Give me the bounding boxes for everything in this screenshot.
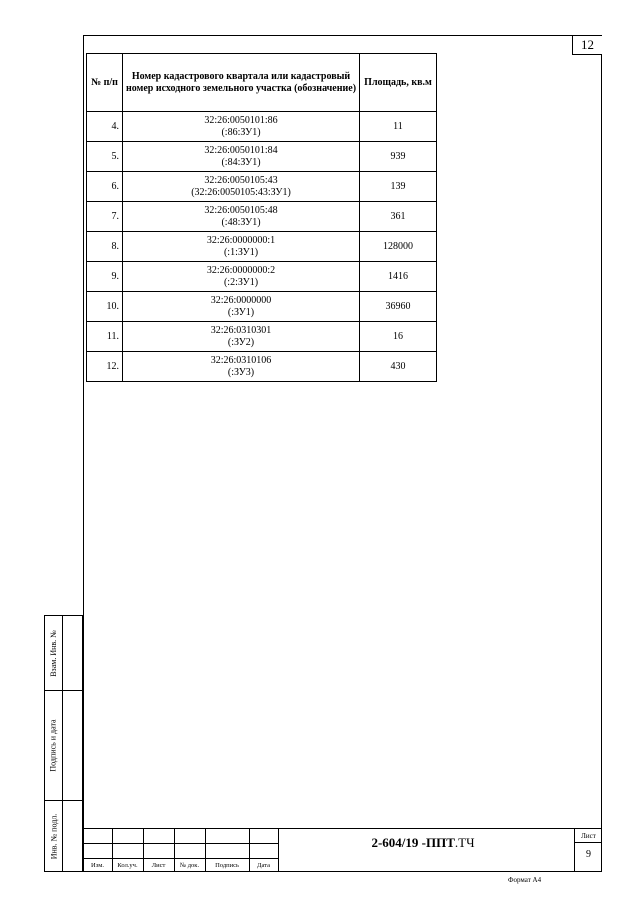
parcel-designation: (:1:ЗУ1): [223, 246, 259, 258]
stamp-cell-vzam: [45, 616, 62, 690]
col-label-podpis: Подпись: [215, 862, 239, 869]
document-code: [278, 835, 568, 851]
row-area: 11: [360, 112, 437, 142]
table-row: [87, 172, 437, 202]
parcel-designation: (32:26:0050105:43:ЗУ1): [191, 186, 291, 198]
side-stamp: [44, 615, 83, 872]
header-area: Площадь, кв.м: [360, 54, 437, 112]
title-block: [83, 828, 602, 872]
row-num: 8.: [87, 232, 123, 262]
row-area: 139: [360, 172, 437, 202]
table-row: [87, 202, 437, 232]
col-label-list: Лист: [151, 862, 166, 869]
cadastral-number: 32:26:0050101:84: [204, 145, 278, 156]
row-cadastral: [123, 352, 360, 382]
title-block-divider: [574, 842, 602, 843]
title-block-divider: [83, 858, 278, 859]
col-label-kol-uch: Кол.уч.: [117, 862, 138, 869]
row-num: 4.: [87, 112, 123, 142]
table-row: [87, 262, 437, 292]
row-num: 9.: [87, 262, 123, 292]
stamp-label-inv: Инв. № подл.: [49, 813, 58, 860]
col-label-data: Дата: [257, 862, 270, 869]
table-body: [87, 112, 437, 382]
row-cadastral: [123, 322, 360, 352]
sheet-number: 9: [586, 849, 591, 860]
parcel-designation: (:84:ЗУ1): [221, 156, 261, 168]
row-area: 128000: [360, 232, 437, 262]
parcel-designation: (:86:ЗУ1): [221, 126, 261, 138]
parcel-designation: (:ЗУ1): [227, 306, 255, 318]
cadastral-number: 32:26:0050105:43: [204, 175, 278, 186]
parcel-designation: (:2:ЗУ1): [223, 276, 259, 288]
format-label: Формат А4: [508, 876, 542, 884]
row-area: 430: [360, 352, 437, 382]
col-label-doc: № док.: [179, 862, 200, 869]
row-area: 16: [360, 322, 437, 352]
stamp-cell-inv: [45, 800, 62, 873]
title-block-divider: [83, 843, 278, 844]
row-cadastral: [123, 172, 360, 202]
row-cadastral: [123, 112, 360, 142]
cadastral-number: 32:26:0050105:48: [204, 205, 278, 216]
table-header-row: [87, 54, 437, 112]
stamp-label-vzam: Взам. Инв. №: [49, 629, 59, 677]
row-cadastral: [123, 232, 360, 262]
header-cadastral: Номер кадастрового квартала или кадастровый номер исходного земельного участка (обозначение): [123, 54, 360, 112]
row-num: 12.: [87, 352, 123, 382]
table-row: [87, 142, 437, 172]
row-cadastral: [123, 142, 360, 172]
stamp-label-podpis: Подпись и дата: [49, 718, 58, 772]
row-cadastral: [123, 202, 360, 232]
row-num: 7.: [87, 202, 123, 232]
cadastral-number: 32:26:0000000:2: [206, 265, 276, 276]
cadastral-number: 32:26:0000000:1: [206, 235, 276, 246]
row-num: 6.: [87, 172, 123, 202]
page-number-badge: 12: [572, 35, 602, 55]
table-row: [87, 322, 437, 352]
cadastral-number: 32:26:0310301: [210, 325, 272, 336]
row-num: 10.: [87, 292, 123, 322]
parcel-designation: (:ЗУ2): [227, 336, 255, 348]
parcel-designation: (:48:ЗУ1): [221, 216, 261, 228]
header-num: № п/п: [87, 54, 123, 112]
table-row: [87, 232, 437, 262]
parcel-designation: (:ЗУ3): [227, 366, 255, 378]
cadastral-number: 32:26:0000000: [210, 295, 272, 306]
cadastral-table: [86, 53, 437, 382]
row-num: 5.: [87, 142, 123, 172]
col-label-izm: Изм.: [91, 862, 104, 869]
table-row: [87, 292, 437, 322]
row-cadastral: [123, 262, 360, 292]
cadastral-number: 32:26:0050101:86: [204, 115, 278, 126]
row-cadastral: [123, 292, 360, 322]
row-area: 36960: [360, 292, 437, 322]
row-area: 361: [360, 202, 437, 232]
row-num: 11.: [87, 322, 123, 352]
table-row: [87, 112, 437, 142]
table-row: [87, 352, 437, 382]
row-area: 939: [360, 142, 437, 172]
document-code-suffix: .ТЧ: [454, 835, 475, 850]
document-code-main: 2-604/19 -ППТ: [371, 835, 455, 850]
sheet-label: Лист: [581, 832, 596, 840]
stamp-divider: [62, 616, 63, 871]
cadastral-number: 32:26:0310106: [210, 355, 272, 366]
row-area: 1416: [360, 262, 437, 292]
stamp-cell-podpis: [45, 690, 62, 800]
